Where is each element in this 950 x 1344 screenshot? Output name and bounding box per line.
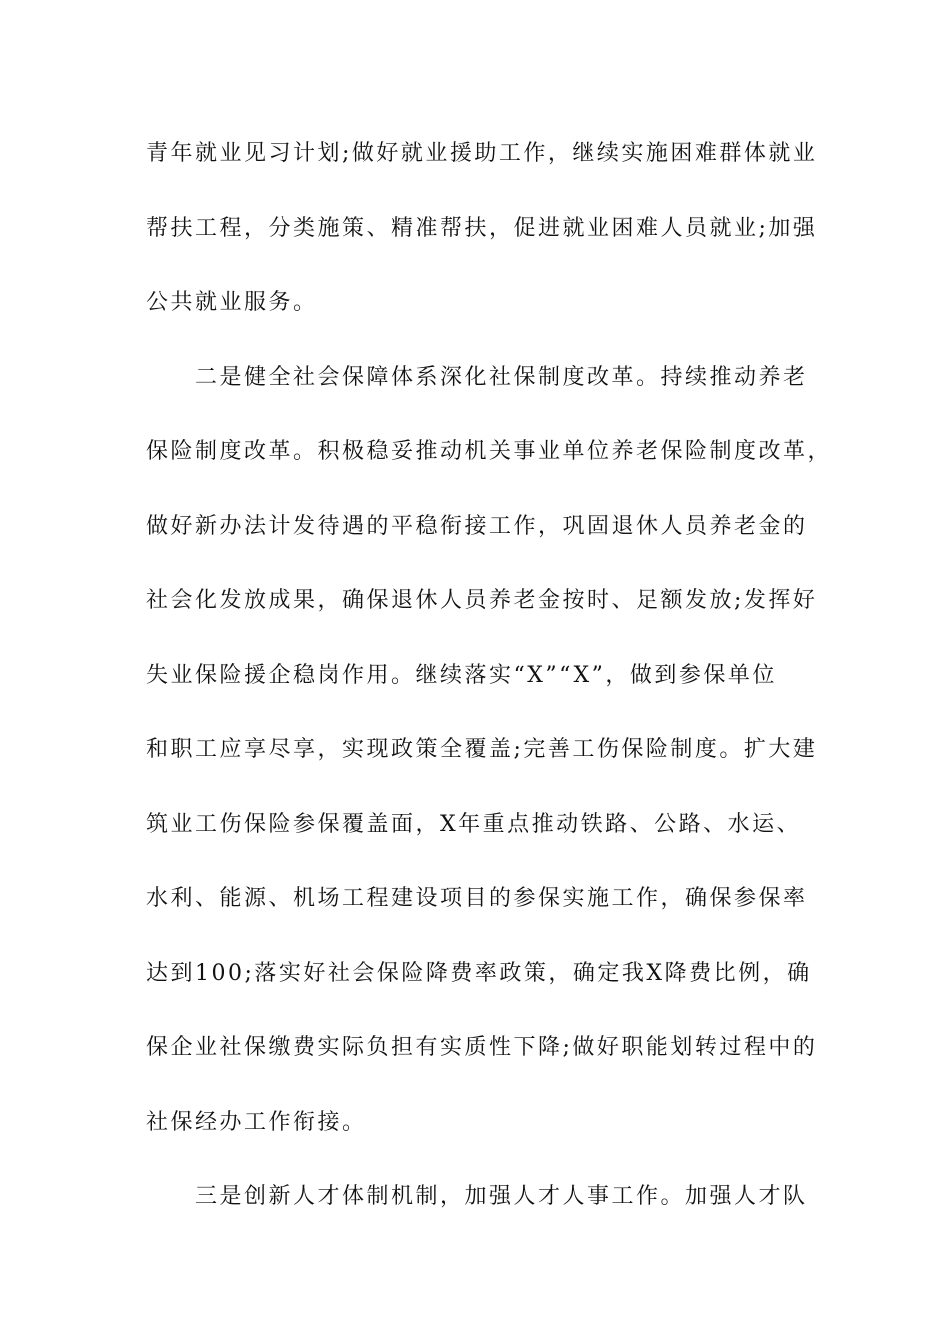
text-line: 公共就业服务。 <box>146 290 318 315</box>
text-line: 三是创新人才体制机制，加强人才人事工作。加强人才队 <box>146 1184 808 1209</box>
text-line: 筑业工伤保险参保覆盖面，X年重点推动铁路、公路、水运、 <box>146 811 802 837</box>
body-text <box>146 132 833 1250</box>
text-line: 社保经办工作衔接。 <box>146 1109 367 1135</box>
text-line: 水利、能源、机场工程建设项目的参保实施工作，确保参保率 <box>146 886 808 911</box>
text-line: 和职工应享尽享，实现政策全覆盖;完善工伤保险制度。扩大建 <box>146 737 818 762</box>
text-line: 达到100;落实好社会保险降费率政策，确定我X降费比例，确 <box>146 960 812 986</box>
text-line: 保企业社保缴费实际负担有实质性下降;做好职能划转过程中的 <box>146 1035 818 1060</box>
text-line: 失业保险援企稳岗作用。继续落实“X”“X”，做到参保单位 <box>146 662 777 688</box>
text-line: 保险制度改革。积极稳妥推动机关事业单位养老保险制度改革， <box>146 439 833 464</box>
text-line: 帮扶工程，分类施策、精准帮扶，促进就业困难人员就业;加强 <box>146 215 818 241</box>
text-line: 青年就业见习计划;做好就业援助工作，继续实施困难群体就业 <box>146 141 818 166</box>
text-line: 社会化发放成果，确保退休人员养老金按时、足额发放;发挥好 <box>146 588 818 613</box>
text-line: 二是健全社会保障体系深化社保制度改革。持续推动养老 <box>146 364 808 390</box>
text-line: 做好新办法计发待遇的平稳衔接工作，巩固退休人员养老金的 <box>146 513 808 539</box>
